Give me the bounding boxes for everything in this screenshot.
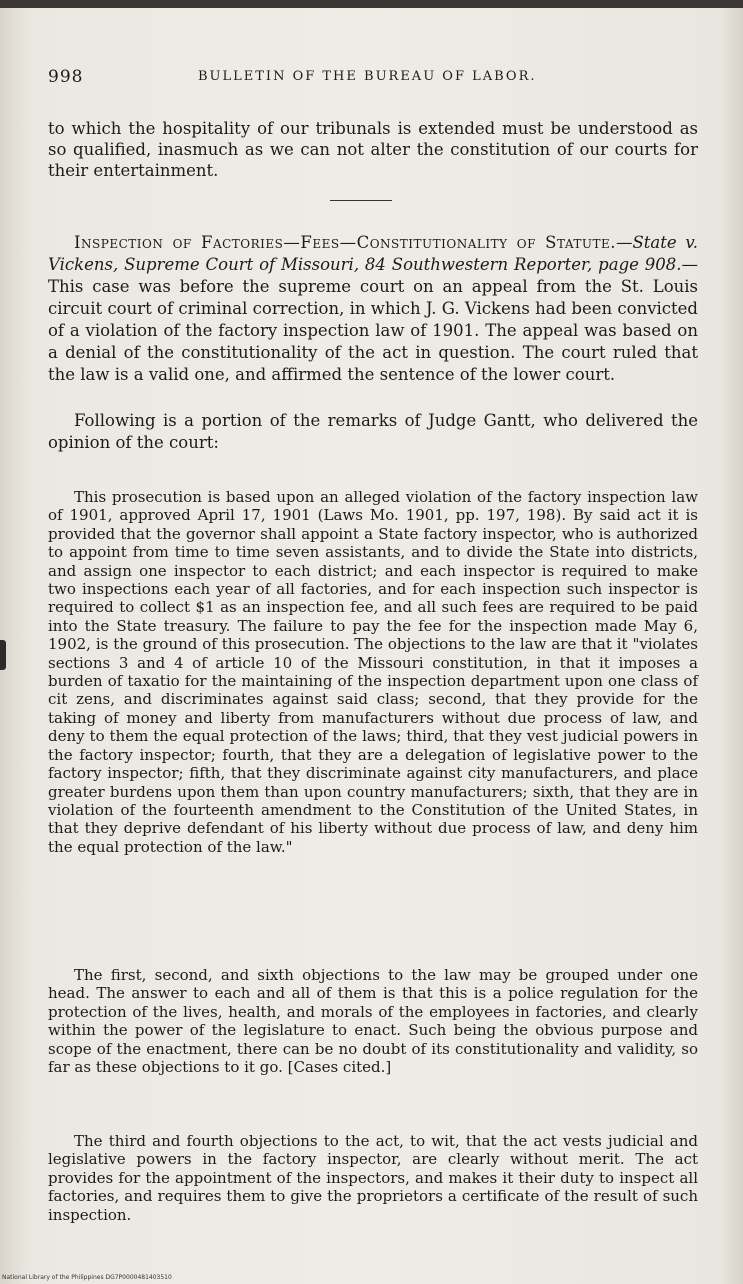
intro-paragraph: to which the hospitality of our tribunals is extended must be understood as so qualified, inasmuch as we can not alter the constitution of our courts for their entertainment. — [48, 119, 698, 180]
page-number: 998 — [48, 67, 84, 87]
scan-top-edge — [0, 0, 743, 8]
section-divider — [330, 200, 392, 201]
scan-footer: National Library of the Philippines DG7P0000481403510 — [2, 1274, 172, 1281]
case-citation: State v. Vickens, Supreme Court of Missouri, 84 Southwestern Reporter, page 908. — [48, 233, 698, 274]
running-title: BULLETIN OF THE BUREAU OF LABOR. — [198, 69, 537, 84]
case-paragraph: Inspection of Factories—Fees—Constitutionality of Statute.—State v. Vickens, Supreme Court of Missouri, 84 Southwestern Reporter, page 908.—This case was before the supreme court on an appeal from the St. Louis circuit court of criminal correction, in which J. G. Vickens had been convicted of a violation of the factory inspection law of 1901. The appeal was based on a denial of the constitutionality of the act in question. The court ruled that the law is a valid one, and affirmed the sentence of the lower court. — [48, 233, 698, 384]
case-heading: Inspection of Factories—Fees—Constitutionality of Statute. — [74, 233, 616, 252]
binding-mark — [0, 640, 6, 670]
case-summary: This case was before the supreme court on an appeal from the St. Louis circuit court of criminal correction, in which J. G. Vickens had been convicted of a violation of the factory inspection law of 1901. The appeal was based on a denial of the constitutionality of the act in question. The court ruled that the law is a valid one, and affirmed the sentence of the lower court. — [48, 277, 698, 384]
following-paragraph: Following is a portion of the remarks of Judge Gantt, who delivered the opinion of the court: — [48, 411, 698, 452]
opinion-paragraph-2: The first, second, and sixth objections to the law may be grouped under one head. The answer to each and all of them is that this is a police regulation for the protection of the lives, health, and morals of the employees in factories, and clearly within the power of the legislature to enact. Such being the obvious purpose and scope of the enactment, there can be no doubt of its constitutionality and validity, so far as these objections to it go. [Cases cited.] — [48, 966, 698, 1077]
page-header — [48, 67, 698, 95]
opinion-paragraph-1: This prosecution is based upon an alleged violation of the factory inspection law of 1901, approved April 17, 1901 (Laws Mo. 1901, pp. 197, 198). By said act it is provided that the governor shall appoint a State factory inspector, who is authorized to appoint from time to time seven assistants, and to divide the State into districts, and assign one inspector to each district; and each inspector is required to make two inspections each year of all factories, and for each inspection such inspector is required to collect $1 as an inspection fee, and all such fees are required to be paid into the State treasury. The failure to pay the fee for the inspection made May 6, 1902, is the ground of this prosecution. The objections to the law are that it "violates sections 3 and 4 of article 10 of the Missouri constitution, in that it imposes a burden of taxatio for the maintaining of the inspection department upon one class of cit zens, and discriminates against said class; second, that they provide for the taking of money and liberty from manufacturers without due process of law, and deny to them the equal protection of the laws; third, that they vest judicial powers in the factory inspector; fourth, that they are a delegation of legislative power to the factory inspector; fifth, that they discriminate against city manufacturers, and place greater burdens upon them than upon country manufacturers; sixth, that they are in violation of the fourteenth amendment to the Constitution of the United States, in that they deprive defendant of his liberty without due process of law, and deny him the equal protection of the law." — [48, 488, 698, 856]
opinion-paragraph-3: The third and fourth objections to the act, to wit, that the act vests judicial and legislative powers in the factory inspector, are clearly without merit. The act provides for the appointment of the inspectors, and makes it their duty to inspect all factories, and requires them to give the proprietors a certificate of the result of such inspection. — [48, 1132, 698, 1224]
